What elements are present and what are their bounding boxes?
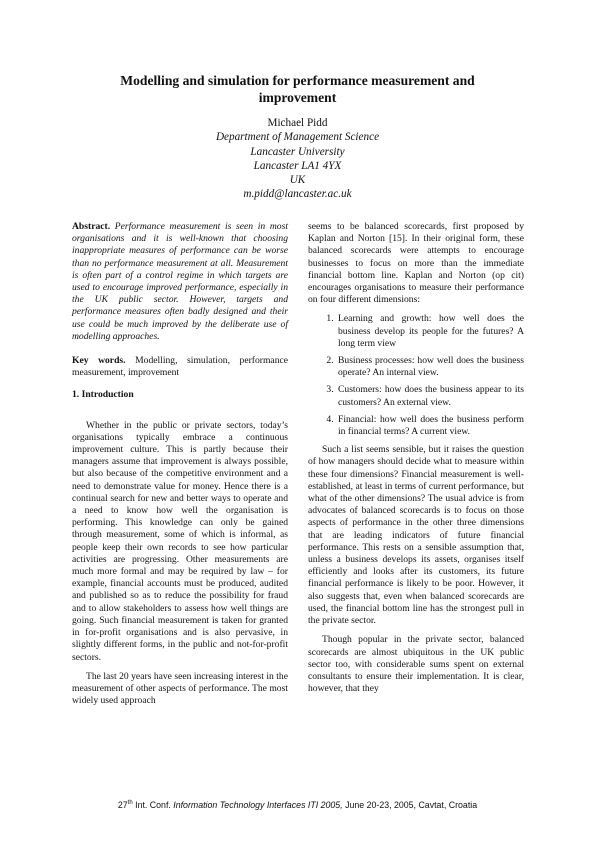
paragraph: Whether in the public or private sectors, today’s organisations typically embrace a continuous improvement culture. This is partly because their managers assume that improvement is always possible, but also because of the competitive environment and a need to demonstrate value for money. Hence there is a continual search for new and better ways to operate and a need to know how well the organisation is performing. This knowledge can only be gained through measurement, some of which is informal, as people keep their own records to see how particular activities are progressing. Other measurements are much more formal and may be required by law – for example, financial accounts must be produced, audited and published so as to reduce the possibility for fraud and to allow stakeholders to assess how well things are going. Such financial measurement is taken for granted in for-profit organisations and is also pervasive, in slightly different forms, in the public and not-for-profit sectors. bbox=[72, 419, 288, 663]
list-item: 3. Customers: how does the business appear to its customers? An external view. bbox=[336, 384, 524, 408]
abstract bbox=[72, 221, 288, 343]
paragraph: Such a list seems sensible, but it raises the question of how managers should decide what to measure within these four dimensions? Financial measurement is well-established, at least in terms of current performance, but what of the other dimensions? The usual advice is from advocates of balanced scorecards is to focus on those aspects of performance in the other three dimensions that are leading indicators of future financial performance. This rests on a sensible assumption that, unless a business develops its assets, organises itself efficiently and looks after its customers, its future financial performance is likely to be poor. However, it also suggests that, even when balanced scorecards are used, the financial bottom line has the strongest pull in the private sector. bbox=[308, 444, 524, 627]
paper-title: Modelling and simulation for performance measurement and improvement bbox=[120, 73, 475, 105]
section-heading: 1. Introduction bbox=[72, 389, 134, 401]
author-name: Michael Pidd bbox=[267, 117, 328, 129]
paragraph: Though popular in the private sector, balanced scorecards are almost ubiquitous in the UK public sector too, with considerable sums spent on external consultants to ensure their implementation. It is clear, however, that they bbox=[308, 634, 524, 695]
author-city: Lancaster LA1 4YX bbox=[253, 159, 342, 172]
abstract-text: Performance measurement is seen in most organisations and it is well-known that choosing inappropriate measures of performance can be worse than no performance measurement at all. Measurement is often part of a control regime in which targets are used to encourage improved performance, especially in the UK public sector. However, targets and performance measures often badly designed and their use could be much improved by the deliberate use of modelling approaches. bbox=[72, 221, 288, 342]
author-university: Lancaster University bbox=[250, 145, 345, 158]
right-column bbox=[308, 221, 524, 702]
list-item: 2. Business processes: how well does the business operate? An internal view. bbox=[336, 355, 524, 379]
author-block bbox=[0, 116, 595, 202]
author-department: Department of Management Science bbox=[215, 131, 380, 144]
abstract-label: Abstract. bbox=[72, 221, 111, 232]
footer-pre: Int. Conf. bbox=[132, 800, 174, 810]
dimensions-list bbox=[308, 313, 524, 438]
footer-sup: th bbox=[127, 800, 133, 807]
author-email: m.pidd@lancaster.ac.uk bbox=[243, 188, 352, 201]
list-item: 4. Financial: how well does the business perform in financial terms? A current view. bbox=[336, 414, 524, 438]
list-item: 1. Learning and growth: how well does the business develop its people for the futures? A long term view bbox=[336, 313, 524, 350]
page-footer bbox=[0, 800, 595, 810]
paragraph: seems to be balanced scorecards, first proposed by Kaplan and Norton [15]. In their original form, these balanced scorecards were attempts to encourage businesses to focus on more than the immediate financial bottom line. Kaplan and Norton (op cit) encourages organisations to measure their performance on four different dimensions: bbox=[308, 221, 524, 306]
keywords bbox=[72, 355, 288, 379]
footer-ordinal: 27 bbox=[117, 800, 128, 810]
footer-post: June 20-23, 2005, Cavtat, Croatia bbox=[342, 800, 478, 810]
left-column bbox=[72, 221, 288, 714]
paragraph: The last 20 years have seen increasing interest in the measurement of other aspects of performance. The most widely used approach bbox=[72, 670, 288, 707]
keywords-text: Modelling, simulation, performance measurement, improvement bbox=[72, 355, 289, 379]
keywords-label: Key words. bbox=[72, 355, 126, 367]
footer-italic: Information Technology Interfaces ITI 2005, bbox=[173, 800, 343, 810]
author-country: UK bbox=[289, 174, 306, 187]
